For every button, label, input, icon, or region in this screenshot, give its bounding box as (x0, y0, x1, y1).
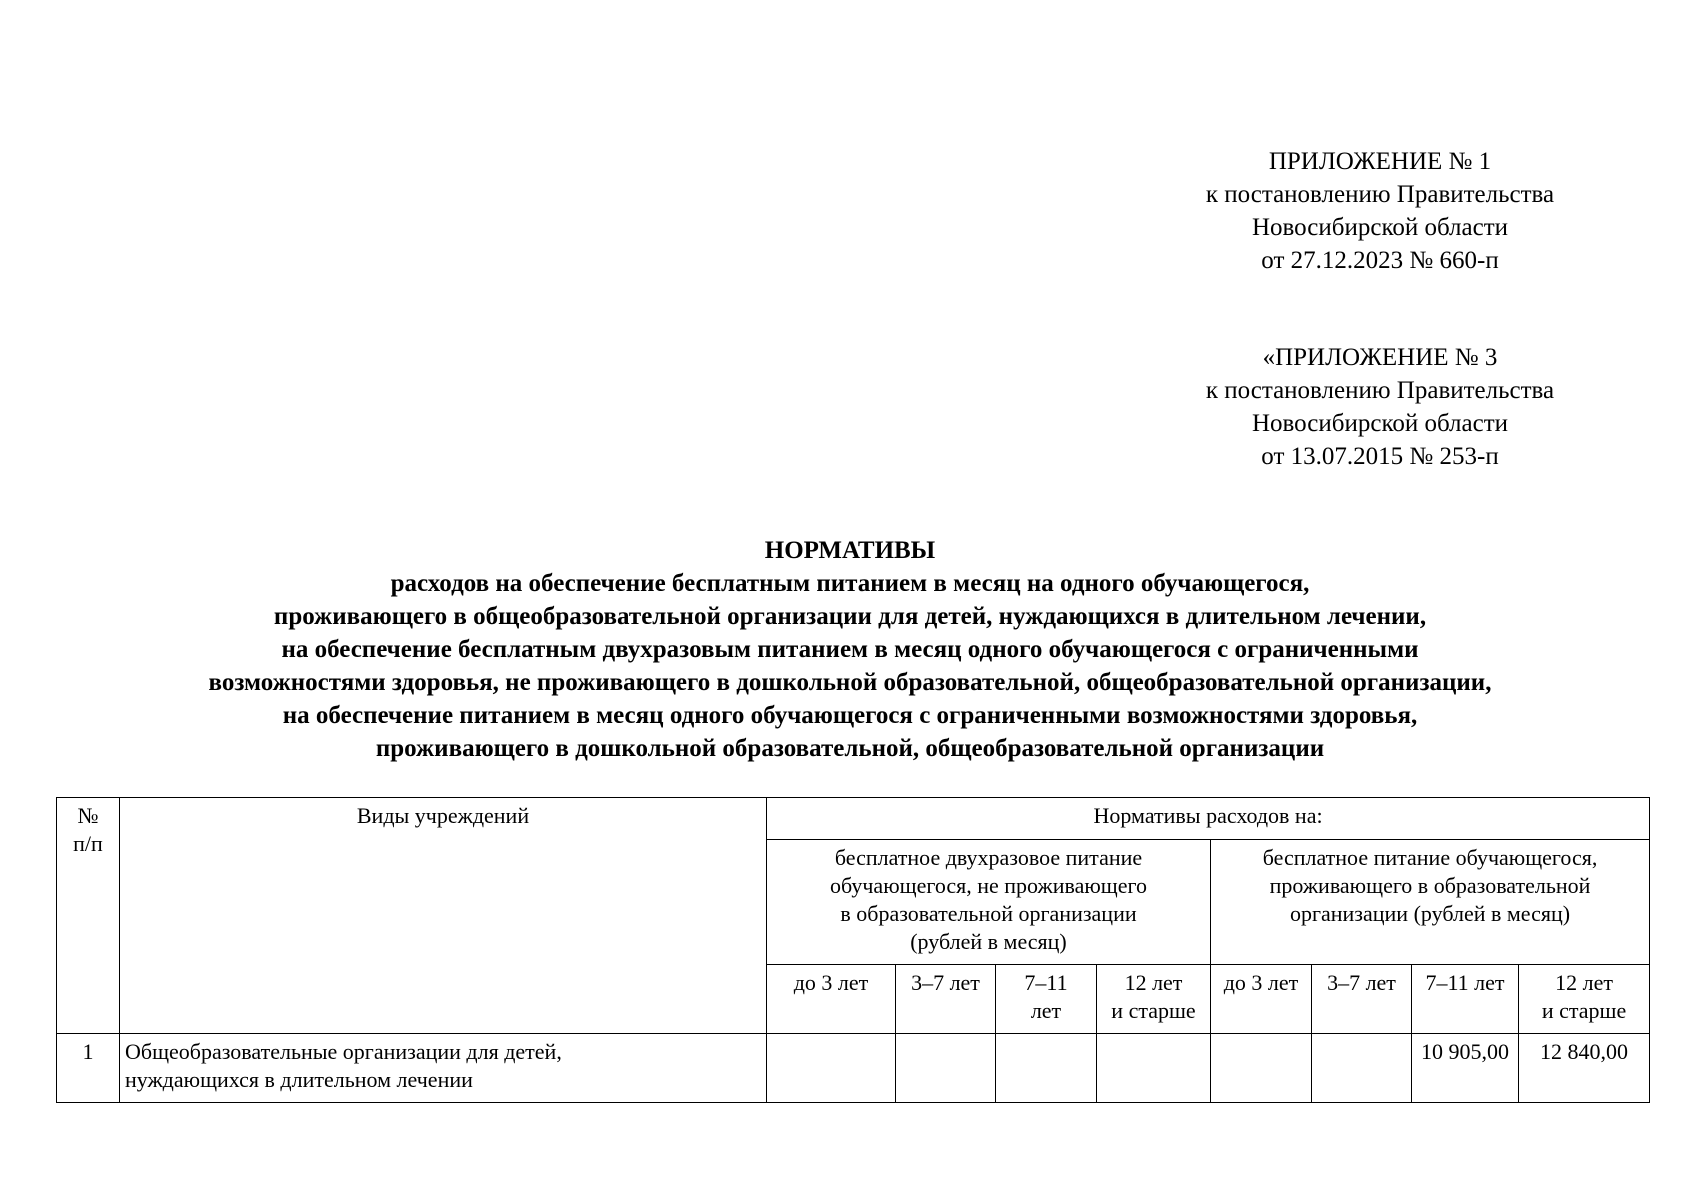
cell-value: 12 840,00 (1519, 1034, 1650, 1103)
cell-value (896, 1034, 996, 1103)
title-line: расходов на обеспечение бесплатным питанием в месяц на одного обучающегося, (390, 570, 1310, 597)
header-institution-type: Виды учреждений (120, 798, 767, 1034)
appendix-1-line: Новосибирской области (1251, 214, 1509, 241)
cell-value (1097, 1034, 1211, 1103)
title-line: возможностями здоровья, не проживающего в дошкольной образовательной, общеобразовательной организации, (208, 669, 1492, 696)
table-header-row (57, 798, 1650, 840)
header-group-residing: бесплатное питание обучающегося, проживающего в образовательной организации (рублей в месяц) (1211, 840, 1650, 965)
cell-institution-type: Общеобразовательные организации для детей, нуждающихся в длительном лечении (120, 1034, 767, 1103)
cell-value (1211, 1034, 1312, 1103)
title-line: на обеспечение бесплатным двухразовым питанием в месяц одного обучающегося с ограниченными (281, 636, 1419, 663)
header-age: 7–11 лет (1412, 965, 1519, 1034)
table-row (57, 1034, 1650, 1103)
header-age: 7–11 лет (996, 965, 1097, 1034)
title-line: на обеспечение питанием в месяц одного обучающегося с ограниченными возможностями здоровья, (282, 702, 1418, 729)
appendix-3-line: от 13.07.2015 № 253-п (1261, 443, 1499, 470)
cell-value (1312, 1034, 1412, 1103)
header-norms: Нормативы расходов на: (767, 798, 1650, 840)
appendix-1-block (1130, 145, 1630, 277)
header-age: 3–7 лет (896, 965, 996, 1034)
appendix-3-line: к постановлению Правительства (1205, 377, 1555, 404)
cell-value: 10 905,00 (1412, 1034, 1519, 1103)
header-age: 12 лет и старше (1519, 965, 1650, 1034)
appendix-1-line: ПРИЛОЖЕНИЕ № 1 (1268, 148, 1492, 175)
header-number: № п/п (57, 798, 120, 1034)
title-line: проживающего в общеобразовательной организации для детей, нуждающихся в длительном лечении, (273, 603, 1427, 630)
cell-number: 1 (57, 1034, 120, 1103)
header-age: 3–7 лет (1312, 965, 1412, 1034)
appendix-1-line: от 27.12.2023 № 660-п (1261, 247, 1499, 274)
title-heading: НОРМАТИВЫ (764, 537, 936, 564)
cell-value (996, 1034, 1097, 1103)
appendix-1-line: к постановлению Правительства (1205, 181, 1555, 208)
header-age: до 3 лет (767, 965, 896, 1034)
appendix-3-line: Новосибирской области (1251, 410, 1509, 437)
appendix-3-line: «ПРИЛОЖЕНИЕ № 3 (1262, 344, 1498, 371)
header-group-not-residing: бесплатное двухразовое питание обучающегося, не проживающего в образовательной организации (рублей в месяц) (767, 840, 1211, 965)
appendix-3-block (1130, 341, 1630, 473)
cell-value (767, 1034, 896, 1103)
norms-table (56, 797, 1650, 1103)
header-age: до 3 лет (1211, 965, 1312, 1034)
document-title (100, 534, 1600, 765)
title-line: проживающего в дошкольной образовательной, общеобразовательной организации (375, 735, 1325, 762)
header-age: 12 лет и старше (1097, 965, 1211, 1034)
